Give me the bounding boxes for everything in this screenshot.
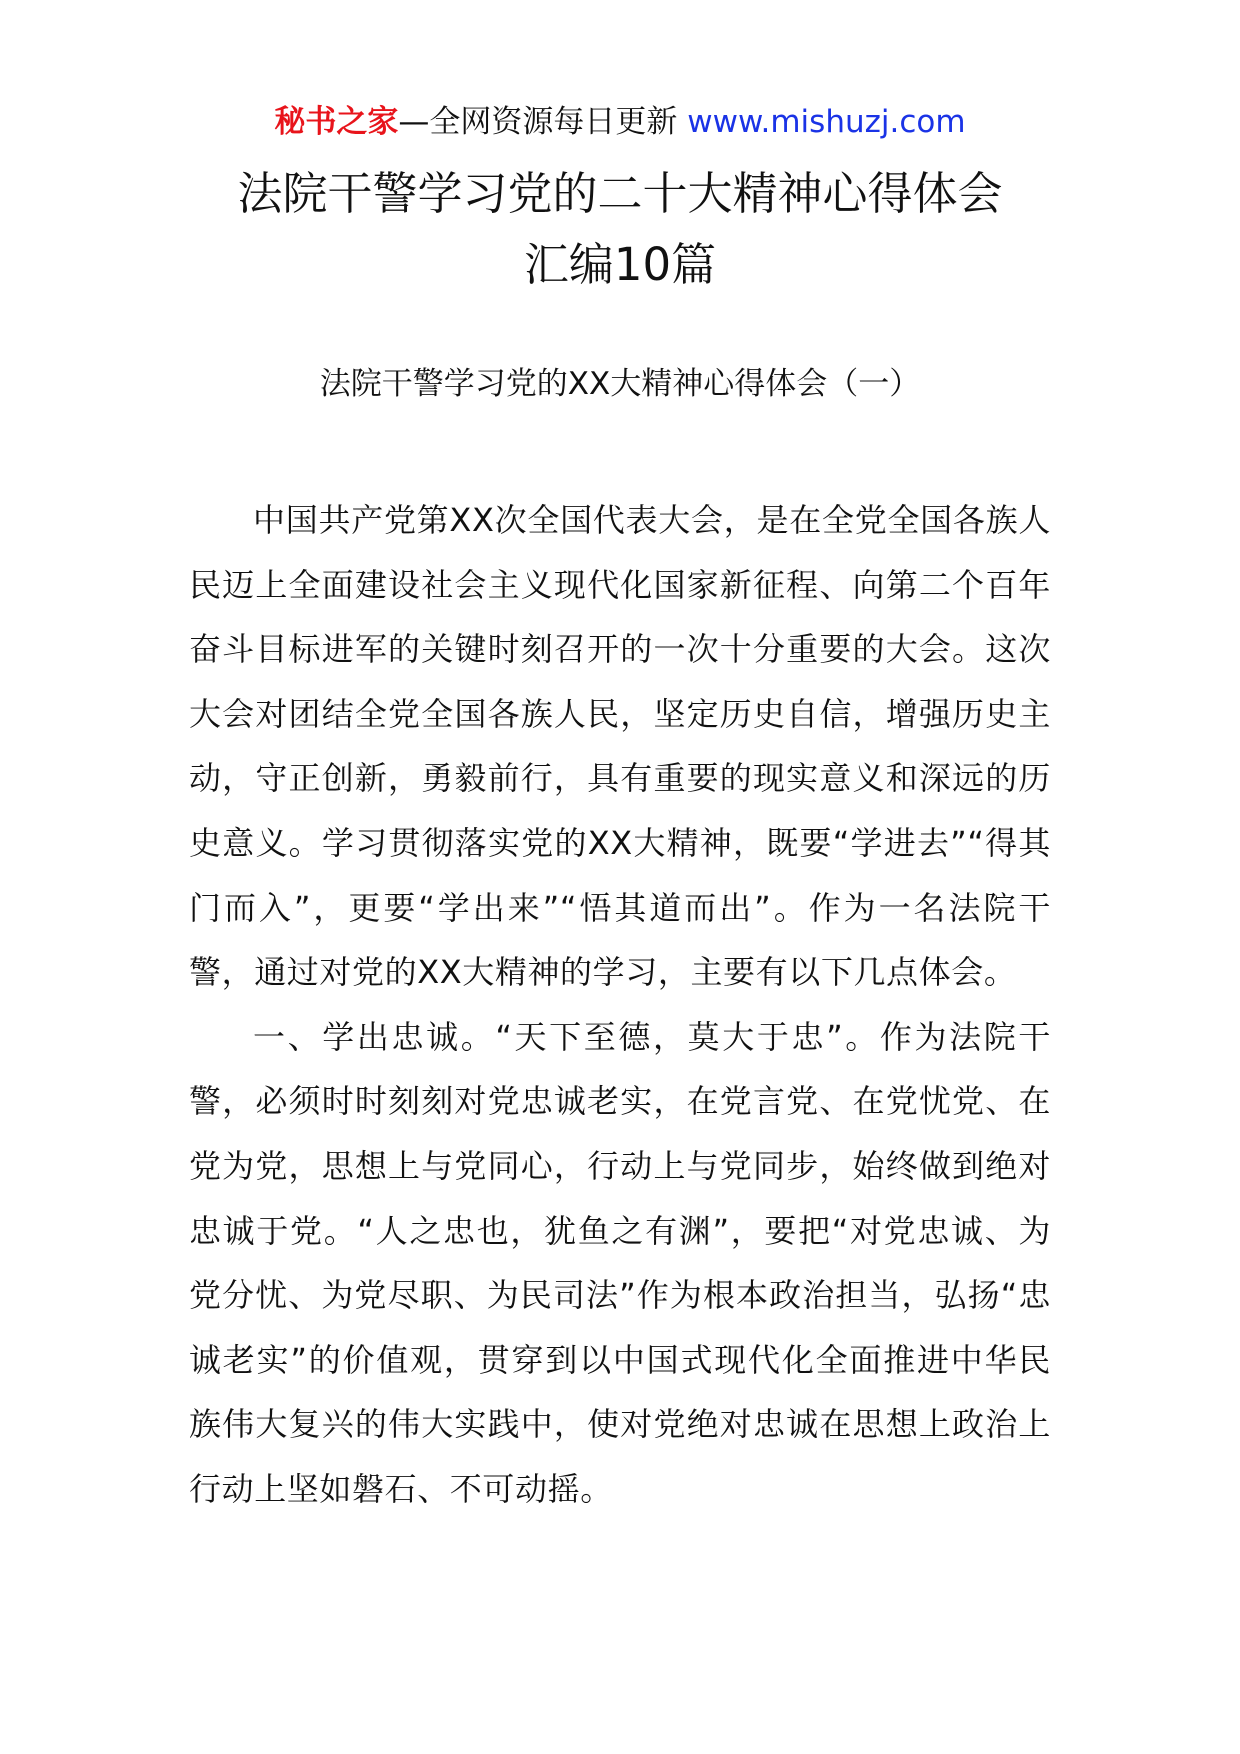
title-line-2: 汇编10篇 xyxy=(523,238,717,291)
site-brand: 秘书之家 xyxy=(274,104,399,140)
document-title xyxy=(0,158,1240,300)
site-header xyxy=(0,98,1240,146)
title-line-1: 法院干警学习党的二十大精神心得体会 xyxy=(237,167,1003,220)
paragraph: 中国共产党第XX次全国代表大会，是在全党全国各族人民迈上全面建设社会主义现代化国家新征程、向第二个百年奋斗目标进军的关键时刻召开的一次十分重要的大会。这次大会对团结全党全国各族人民，坚定历史自信，增强历史主动，守正创新，勇毅前行，具有重要的现实意义和深远的历史意义。学习贯彻落实党的XX大精神，既要“学进去”“得其门而入”，更要“学出来”“悟其道而出”。作为一名法院干警，通过对党的XX大精神的学习，主要有以下几点体会。 xyxy=(189,501,1051,992)
document-body xyxy=(189,488,1051,1522)
site-tagline: —全网资源每日更新 xyxy=(398,104,688,140)
paragraph: 一、学出忠诚。“天下至德，莫大于忠”。作为法院干警，必须时时刻刻对党忠诚老实，在党言党、在党忧党、在党为党，思想上与党同心，行动上与党同步，始终做到绝对忠诚于党。“人之忠也，犹鱼之有渊”，要把“对党忠诚、为党分忧、为党尽职、为民司法”作为根本政治担当，弘扬“忠诚老实”的价值观，贯穿到以中国式现代化全面推进中华民族伟大复兴的伟大实践中，使对党绝对忠诚在思想上政治上行动上坚如磐石、不可动摇。 xyxy=(189,1017,1051,1508)
site-url: www.mishuzj.com xyxy=(687,104,966,140)
section-heading: 法院干警学习党的XX大精神心得体会（一） xyxy=(319,366,921,402)
